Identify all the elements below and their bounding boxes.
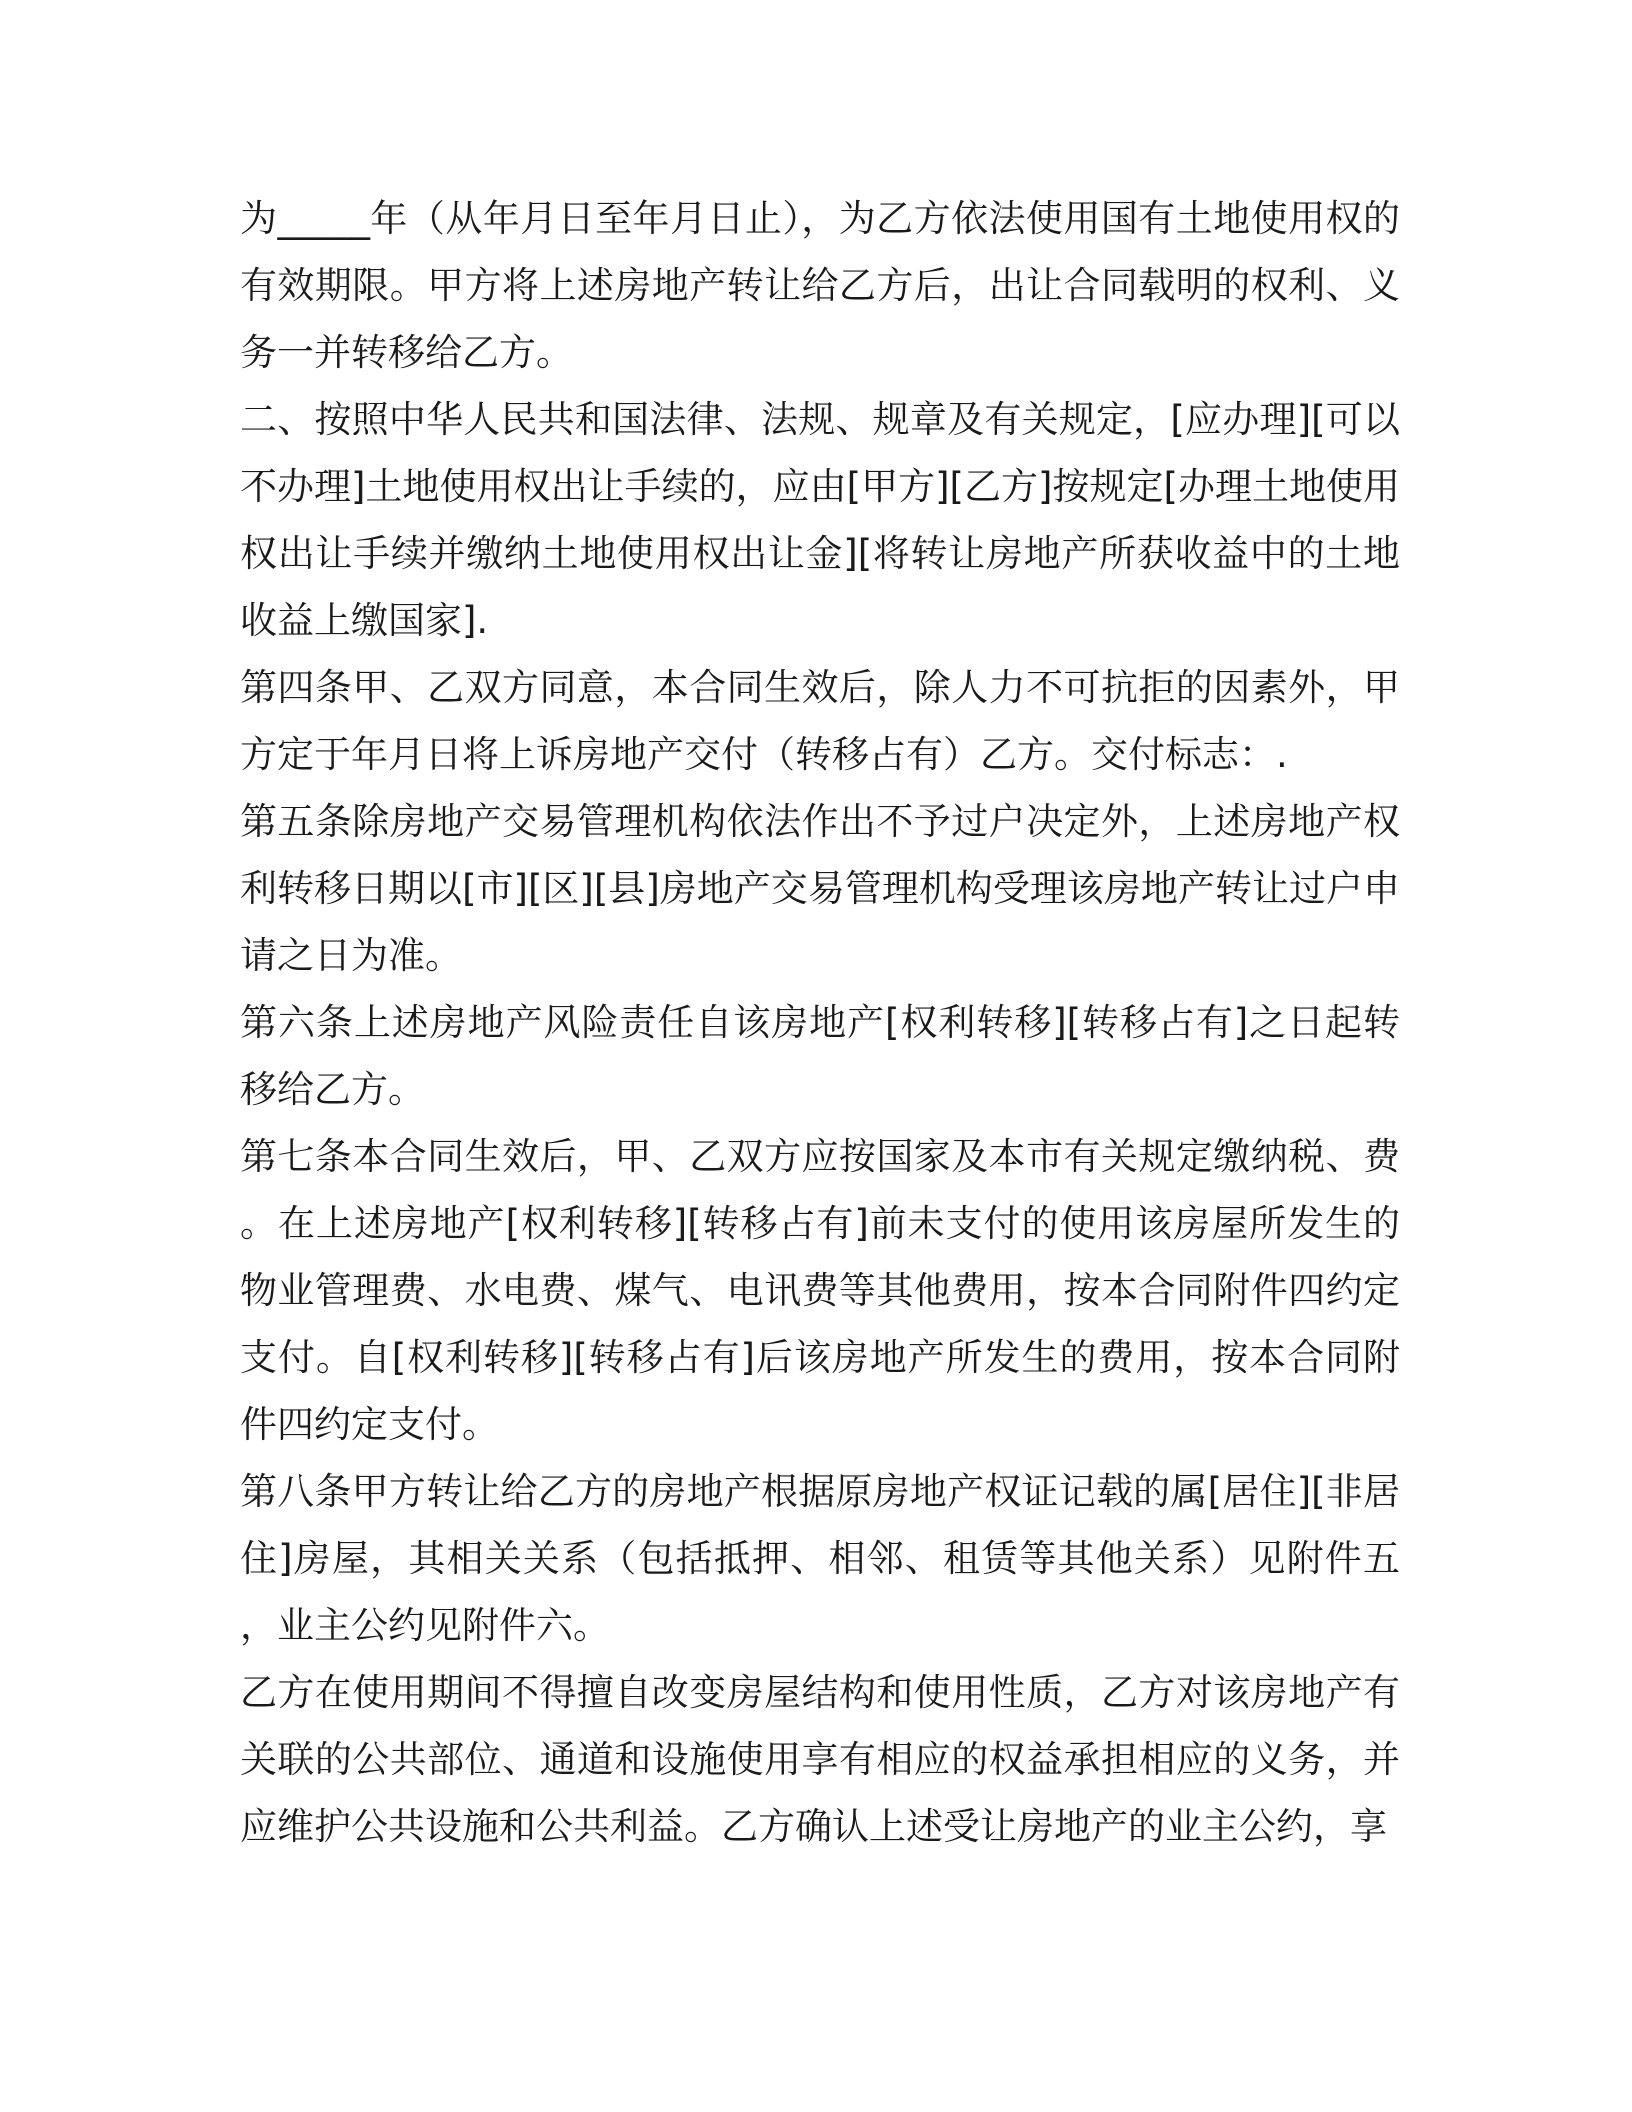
paragraph-buyer-obligations: 乙方在使用期间不得擅自改变房屋结构和使用性质，乙方对该房地产有关联的公共部位、通道和设施使用享有相应的权益承担相应的义务，并应维护公共设施和公共利益。乙方确认上述受让房地产的业主公约，享 <box>240 1671 1400 1848</box>
paragraph-term-period: 为_____年（从年月日至年月日止），为乙方依法使用国有土地使用权的有效期限。甲方将上述房地产转让给乙方后，出让合同载明的权利、义务一并转移给乙方。 <box>240 197 1400 374</box>
paragraph-article-five: 第五条除房地产交易管理机构依法作出不予过户决定外，上述房地产权利转移日期以[市][区][县]房地产交易管理机构受理该房地产转让过户申请之日为准。 <box>240 800 1400 977</box>
paragraph-article-four: 第四条甲、乙双方同意，本合同生效后，除人力不可抗拒的因素外，甲方定于年月日将上诉房地产交付（转移占有）乙方。交付标志：. <box>240 666 1400 776</box>
paragraph-article-six: 第六条上述房地产风险责任自该房地产[权利转移][转移占有]之日起转移给乙方。 <box>240 1001 1400 1111</box>
document-body <box>240 185 1400 1860</box>
paragraph-section-two: 二、按照中华人民共和国法律、法规、规章及有关规定，[应办理][可以不办理]土地使用权出让手续的，应由[甲方][乙方]按规定[办理土地使用权出让手续并缴纳土地使用权出让金][将转让房地产所获收益中的土地收益上缴国家]. <box>240 398 1400 642</box>
paragraph-article-seven: 第七条本合同生效后，甲、乙双方应按国家及本市有关规定缴纳税、费。在上述房地产[权利转移][转移占有]前未支付的使用该房屋所发生的物业管理费、水电费、煤气、电讯费等其他费用，按本合同附件四约定支付。自[权利转移][转移占有]后该房地产所发生的费用，按本合同附件四约定支付。 <box>240 1135 1400 1446</box>
paragraph-article-eight: 第八条甲方转让给乙方的房地产根据原房地产权证记载的属[居住][非居住]房屋，其相关关系（包括抵押、相邻、租赁等其他关系）见附件五，业主公约见附件六。 <box>240 1470 1400 1647</box>
